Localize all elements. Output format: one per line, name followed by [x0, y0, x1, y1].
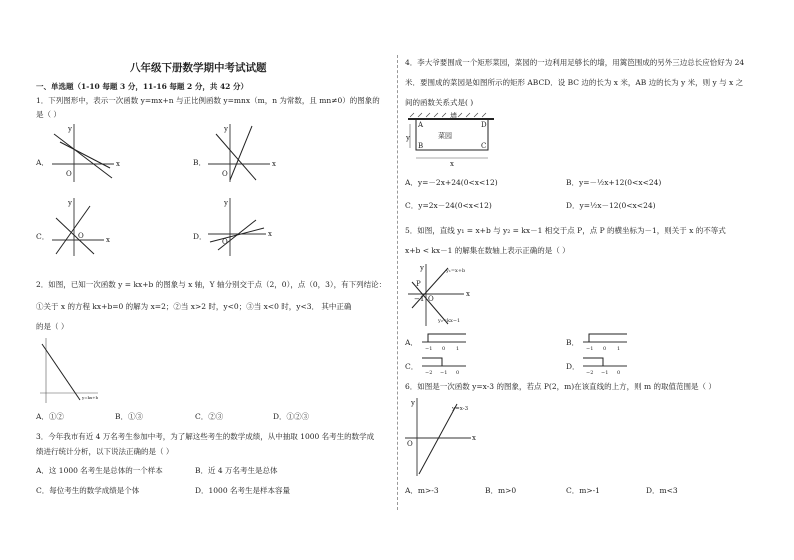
- q1-option-c-label: C．: [36, 232, 50, 241]
- svg-text:D: D: [481, 121, 487, 129]
- q4-option-b: B．y=－½x+12(0<x<24): [566, 178, 662, 187]
- q5-option-b-numberline: [583, 330, 633, 350]
- svg-text:y: y: [68, 125, 72, 133]
- svg-text:x: x: [268, 230, 272, 238]
- q1-option-b-label: B．: [193, 158, 207, 167]
- q2-stem-line1: 2．如图，已知一次函数 y = kx+b 的图象与 x 轴，Y 轴分别交于点（2，0），点（0，3），有下列结论：: [36, 280, 387, 289]
- svg-text:y: y: [406, 134, 410, 142]
- svg-text:O: O: [222, 170, 228, 178]
- svg-text:y: y: [224, 199, 228, 207]
- q3-option-c: C．每位考生的数学成绩是个体: [36, 486, 140, 495]
- q5-stem-line2: x+b < kx－1 的解集在数轴上表示正确的是（ ）: [405, 246, 570, 255]
- q3-option-d: D．1000 名考生是样本容量: [195, 486, 290, 495]
- q5-graph: [408, 264, 476, 326]
- q4-option-a: A．y=－2x+24(0<x<12): [405, 178, 498, 187]
- q6-option-c: C．m>-1: [566, 486, 600, 495]
- q1-option-a-graph: [52, 124, 122, 182]
- q5-option-b-label: B．: [566, 338, 580, 347]
- q5-option-c-numberline: [422, 354, 472, 374]
- svg-text:B: B: [418, 142, 424, 150]
- q2-option-d: D．①②③: [273, 412, 310, 421]
- q3-option-b: B．近 4 万名考生是总体: [195, 466, 278, 475]
- q4-option-d: D．y=½x－12(0<x<24): [566, 201, 656, 210]
- svg-text:−1: −1: [414, 295, 425, 303]
- svg-text:0: 0: [603, 346, 607, 352]
- svg-text:O: O: [78, 232, 84, 240]
- q2-option-b: B．①③: [115, 412, 144, 421]
- section-heading: 一、单选题（1-10 每题 3 分，11-16 每题 2 分，共 42 分）: [36, 82, 249, 91]
- svg-text:x: x: [466, 290, 470, 298]
- q5-option-d-label: D．: [566, 362, 580, 371]
- q4-garden-figure: [406, 112, 496, 168]
- q4-stem-line2: 米．要围成的菜园是如图所示的矩形 ABCD．设 BC 边的长为 x 米，AB 边的长为 y 米，则 y 与 x 之: [405, 78, 744, 87]
- q1-option-a-label: A．: [36, 158, 49, 167]
- svg-text:y: y: [411, 399, 415, 407]
- svg-text:y₁=x+b: y₁=x+b: [446, 268, 466, 274]
- q5-stem-line1: 5．如图，直线 y₁ = x+b 与 y₂ = kx－1 相交于点 P，点 P 的横坐标为－1，则关于 x 的不等式: [405, 226, 726, 235]
- svg-text:−2: −2: [586, 370, 594, 376]
- q2-graph: [40, 338, 100, 403]
- q1-option-c-graph: [52, 198, 122, 256]
- q6-option-a: A．m>-3: [405, 486, 439, 495]
- svg-text:菜园: 菜园: [438, 132, 452, 140]
- svg-text:C: C: [481, 142, 487, 150]
- svg-text:x: x: [272, 160, 276, 168]
- svg-text:O: O: [66, 170, 72, 178]
- svg-text:0: 0: [617, 370, 621, 376]
- svg-text:y: y: [420, 264, 424, 272]
- svg-text:O: O: [428, 295, 434, 303]
- svg-text:−2: −2: [425, 370, 433, 376]
- q5-option-d-numberline: [583, 354, 633, 374]
- svg-text:O: O: [222, 238, 228, 246]
- q6-stem: 6．如图是一次函数 y=x-3 的图象，若点 P(2，m)在该直线的上方，则 m 的取值范围是（ ）: [405, 382, 716, 391]
- svg-text:墙: 墙: [450, 112, 457, 120]
- q1-stem-line1: 1．下列图形中，表示一次函数 y=mx+n 与正比例函数 y=mnx（m，n 为常数，且 mn≠0）的图象的: [36, 96, 380, 105]
- column-divider: [397, 55, 398, 510]
- q2-stem-line3: 的是（ ）: [36, 322, 69, 331]
- q6-option-d: D．m<3: [646, 486, 678, 495]
- q5-option-a-numberline: [422, 330, 472, 350]
- svg-text:y: y: [68, 199, 72, 207]
- svg-text:y=x-3: y=x-3: [452, 406, 469, 412]
- svg-text:P: P: [416, 280, 421, 288]
- svg-text:y₂=kx−1: y₂=kx−1: [438, 318, 461, 324]
- svg-text:−1: −1: [425, 346, 433, 352]
- svg-text:x: x: [116, 160, 120, 168]
- svg-text:A: A: [418, 121, 424, 129]
- svg-text:0: 0: [456, 370, 460, 376]
- q3-option-a: A．这 1000 名考生是总体的一个样本: [36, 466, 163, 475]
- q1-option-d-graph: [208, 198, 278, 256]
- q4-option-c: C．y=2x－24(0<x<12): [405, 201, 492, 210]
- svg-text:y: y: [224, 125, 228, 133]
- svg-text:−1: −1: [586, 346, 594, 352]
- q4-stem-line1: 4．李大爷要围成一个矩形菜园，菜园的一边利用足够长的墙，用篱笆围成的另外三边总长应恰好为 24: [405, 58, 745, 67]
- exam-title: 八年级下册数学期中考试试题: [130, 62, 267, 74]
- svg-text:x: x: [450, 160, 454, 168]
- svg-text:x: x: [106, 236, 110, 244]
- q1-option-d-label: D．: [193, 232, 207, 241]
- svg-text:x: x: [472, 434, 476, 442]
- q4-stem-line3: 间的函数关系式是( ): [405, 98, 474, 107]
- q5-option-a-label: A．: [405, 338, 418, 347]
- svg-text:1: 1: [617, 346, 621, 352]
- q2-option-a: A．①②: [36, 412, 64, 421]
- q2-stem-line2: ①关于 x 的方程 kx+b=0 的解为 x=2；②当 x>2 时，y<0；③当 x<0 时，y<3． 其中正确: [36, 302, 352, 311]
- q5-option-c-label: C．: [405, 362, 419, 371]
- q2-option-c: C．②③: [195, 412, 224, 421]
- svg-text:−1: −1: [601, 370, 609, 376]
- svg-text:O: O: [407, 440, 413, 448]
- svg-text:1: 1: [456, 346, 460, 352]
- q3-stem-line1: 3．今年我市有近 4 万名考生参加中考，为了解这些考生的数学成绩，从中抽取 1000 名考生的数学成: [36, 432, 375, 441]
- q6-option-b: B．m>0: [485, 486, 517, 495]
- svg-text:−1: −1: [440, 370, 448, 376]
- q6-graph: [405, 398, 480, 476]
- q1-stem-line2: 是（ ）: [36, 110, 61, 119]
- q1-option-b-graph: [208, 124, 278, 182]
- svg-text:0: 0: [442, 346, 446, 352]
- svg-text:y=kx+b: y=kx+b: [82, 395, 99, 400]
- q3-stem-line2: 绩进行统计分析，以下说法正确的是（ ）: [36, 447, 174, 456]
